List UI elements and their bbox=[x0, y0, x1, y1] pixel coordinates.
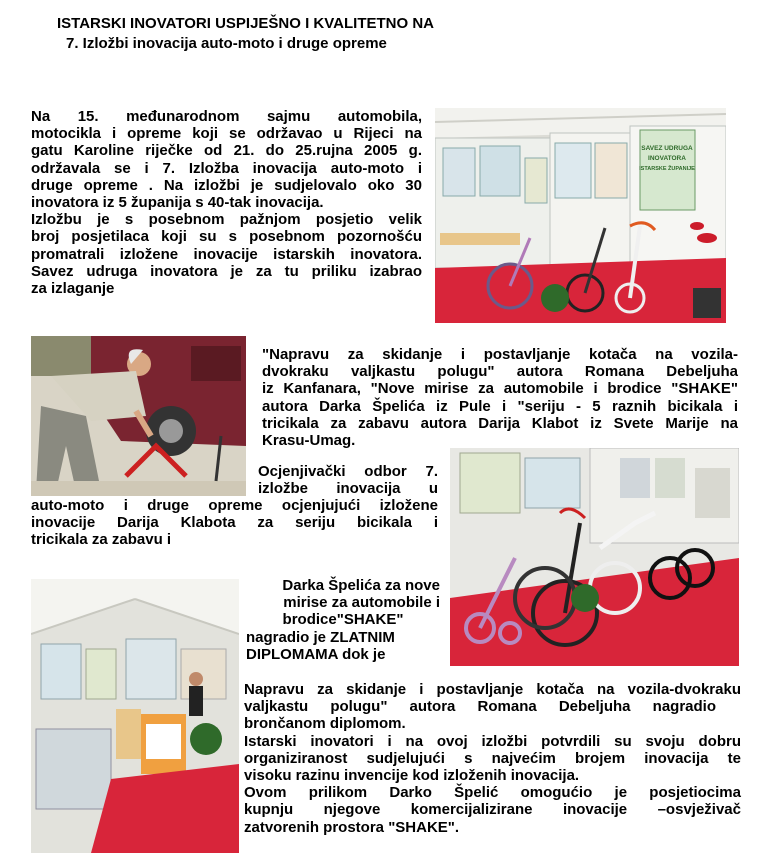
booth-sign-text: INOVATORA bbox=[648, 155, 686, 162]
text-line: promatrali izložene inovacije istarskih inovatora. bbox=[31, 245, 422, 263]
text-line: dvokraku valjkastu polugu" autora Romana Debeljuha bbox=[262, 363, 738, 381]
text-line: inovatora iz 5 županija s 40-tak inovacija. bbox=[31, 194, 324, 212]
text-line: održavala se i 7. Izložba inovacija auto-moto i bbox=[31, 159, 422, 177]
text-line: organiziranost sudjelujući s najvećim brojem inovacija te bbox=[244, 749, 741, 767]
photo-wheel-lever-demo bbox=[31, 336, 246, 496]
text-line: Krasu-Umag. bbox=[262, 432, 356, 450]
text-line: iz Kanfanara, "Nove mirise za automobile i brodice "SHAKE" bbox=[262, 380, 738, 398]
text-line: tricikala za zabavu i bbox=[31, 531, 172, 549]
text-line: DIPLOMAMA dok je bbox=[246, 645, 386, 663]
text-line: autora Darka Špelića iz Pule i "seriju - 5 raznih bicikala i bbox=[262, 397, 738, 415]
text-line: zatvorenih prostora "SHAKE". bbox=[244, 818, 460, 836]
text-line: auto-moto i druge opreme ocjenjujući izložene bbox=[31, 497, 438, 514]
text-line: motocikla i opreme koji se održavao u Rijeci na bbox=[31, 125, 422, 143]
text-line: Ocjenjivački odbor 7. bbox=[258, 463, 438, 480]
text-line: valjkastu polugu" autora Romana Debeljuha nagradio bbox=[244, 698, 716, 716]
text-line: izložbe inovacija u bbox=[258, 480, 438, 498]
text-line: druge opreme . Na izložbi je sudjelovalo oko 30 bbox=[31, 176, 422, 194]
text-line: Darka Špelića za nove bbox=[282, 577, 440, 594]
text-line: za izlaganje bbox=[31, 280, 115, 298]
text-line: nagradio je ZLATNIM bbox=[246, 628, 395, 646]
text-line: inovacije Darija Klabota za seriju bicikala i bbox=[31, 514, 438, 532]
article-paragraph-4 bbox=[246, 577, 440, 663]
photo-bicycles-tricycles bbox=[450, 448, 739, 666]
page-subtitle: 7. Izložbi inovacija auto-moto i druge opreme bbox=[66, 35, 387, 52]
article-paragraph-4-continued bbox=[244, 681, 741, 836]
text-line: Izložbu je s posebnom pažnjom posjetio velik bbox=[31, 211, 422, 229]
article-paragraph-2 bbox=[262, 346, 738, 449]
text-line: Savez udruga inovatora je za tu priliku izabrao bbox=[31, 262, 422, 280]
photo-exhibition-hall bbox=[31, 579, 239, 853]
article-paragraph-3 bbox=[258, 463, 438, 497]
article-paragraph-1 bbox=[31, 108, 422, 297]
page-title: ISTARSKI INOVATORI USPIJEŠNO I KVALITETNO NA bbox=[57, 15, 434, 32]
text-line: visoku razinu invencije kod izloženih inovacija. bbox=[244, 767, 580, 785]
text-line: Na 15. međunarodnom sajmu automobila, bbox=[31, 108, 422, 125]
text-line: Istarski inovatori i na ovoj izložbi potvrdili su svoju dobru bbox=[244, 732, 741, 750]
text-line: mirise za automobile i bbox=[283, 594, 440, 612]
text-line: broj posjetilaca koji su s posebnom pozornošću bbox=[31, 228, 422, 246]
booth-sign-text: ISTARSKE ŽUPANIJE bbox=[639, 166, 695, 172]
text-line: Ovom prilikom Darko Špelić omogućio je posjetiocima bbox=[244, 784, 741, 802]
text-line: brončanom diplomom. bbox=[244, 715, 406, 733]
article-paragraph-3-continued bbox=[31, 497, 438, 549]
photo-exhibition-booth bbox=[435, 108, 726, 323]
text-line: Napravu za skidanje i postavljanje kotača na vozila-dvokraku bbox=[244, 681, 741, 698]
booth-sign-text: SAVEZ UDRUGA bbox=[641, 145, 693, 152]
text-line: kupnju njegove komercijalizirane inovacije –osvježivač bbox=[244, 801, 741, 819]
text-line: brodice"SHAKE" bbox=[282, 611, 404, 629]
text-line: tricikala za zabavu autora Darija Klabot iz Svete Marije na bbox=[262, 414, 738, 432]
text-line: gatu Karoline riječke od 21. do 25.rujna 2005 g. bbox=[31, 142, 422, 160]
text-line: "Napravu za skidanje i postavljanje kotača na vozila- bbox=[262, 346, 738, 363]
